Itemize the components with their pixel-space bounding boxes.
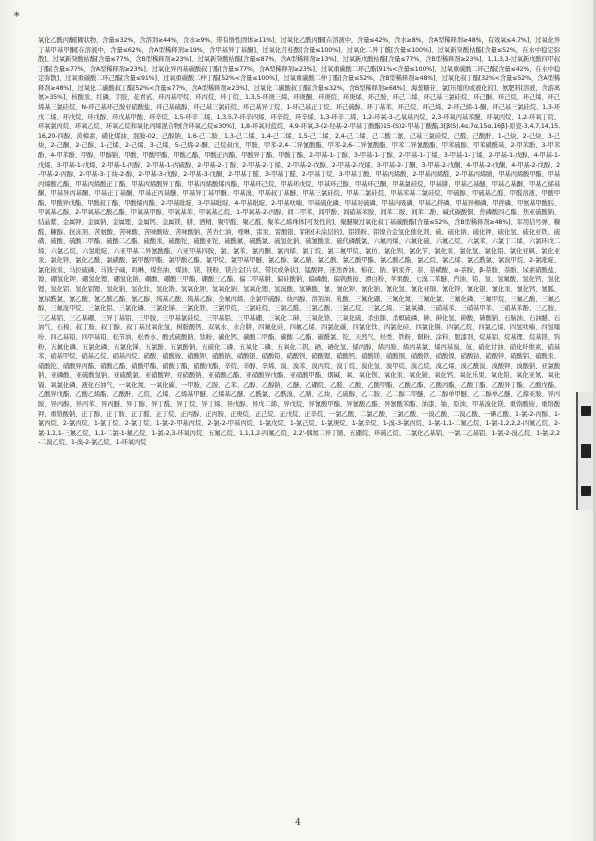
page-number: 4 bbox=[295, 818, 301, 828]
document-body-text: 氧化乙酰丙酮[糊状物，含量≤32%，含溶剂≥44%，含水≥9%，带有惰性固体≥11%]、过氧化乙酰丙酮[在溶液中，含量≤42%，含水≥8%，含A型稀释剂≥48%，有效氧≤4.7%]、过氧化异丁基甲基甲酮[在溶液中，含量≤62%，含A型稀释剂≥19%，含甲基异丁基酮]、过氧化月桂酸[含量≤100%]、过氧化二异丁酰[含量≤100%]、过氧新癸酸枯酯[含量≤52%，在水中稳定弥散]、过氧新癸酸枯酯[含量≤77%，含B型稀释剂≥23%]、过氧新癸酸枯酯[含量≤87%，含A型稀释剂≥13%]、过氧新戊酸枯酯[含量≤77%，含B型稀释剂≥23%]、1,1,3,3-过氧新戊酸四甲叔丁酯[含量≤77%，含A型稀释剂≥23%]、过氧化异丙基碳酸叔丁酯[含量≤77%，含A型稀释剂≥23%]、过氧重碳酸二环己酯[91%<含量≤100%]、过氧重碳酸二环己酯[含量≤42%，在水中稳定弥散]、过氧重碳酸二环己酯[含量≤91%]、过氧重碳酸二仲丁酯[52%<含量≤100%]、过氧重碳酸二仲丁酯[含量≤52%，含B型稀释剂≥48%]、过氧化叔丁酯[32%<含量≤52%，含A型稀释剂≥48%]、过氧化二碳酸叔丁酯[52%<含量≤77%，含A型稀释剂≥23%]、过氧化二碳酸叔丁酯[含量≤32%，含B型稀释剂≥68%]、海葱糖苷、氯[压缩的或液化的]、氨肥料[溶液，含游离氨>35%]、核酸汞、红磷、芋胶、花青甙、环丙基甲烷、环丙烷、环丁烷、1,3,5-环庚三烯、环庚酮、环庚烷、环庚烯、环己胺、环己二烯、环己基三氯硅烷、环己酮、环己烷、环己烯、环己烯基三氯硅烷、N-环己基环己胺亚硝酸盐、环己基硫醇、环己基三氯硅烷、环己基异丁烷、1-环己基正丁烷、环己硫醇、环丁基苯、环己烷、环己烯、2-环己烯-1-酮、环己基三氯硅烷、1,3-环戊二烯、环戊烷、环戊醇、环戊基甲酸、环辛烷、1,5-环辛二烯、1,3,5,7-环辛四烯、环辛烷、环辛烯、1,3-环辛二烯、1,2-环氧-3-乙氧基丙烷、2,3-环氧丙基苯醚、环氧丙烷、1,2-环氧丁烷、环氧氯丙烷、环氧乙烷、环氧乙烷和氧化丙烯混合物[含环氧乙烷≤30%]、1,8-环氧对蓝烷、4,9-环氧,3-(2-羟基-2-甲基丁酸酯)15-(S)2-甲基丁酸酯,3[β(S),4α,7α,15α,16β]-原瓷-3,4,7,14,15,16,20-四醇、黄樟素、磺化煤油、混胺-02、己醇钠、1,6-己二胺、1,3-己二烯、1,4-己二烯、1,5-己二烯、2,4-己二烯、己二酸二氰、己基三氯硅烷、己醛、己酸酐、1-己炔、2-己炔、3-己炔、2-己酮、2-己醇、1-己烯、2-己烯、3-己烯、5-己烯-2-酮、己烷叔戊、甲胺、甲苯-2,4-二异氰酸酯、甲苯-2,6-二异氰酸酯、甲苯二异氰酸酯、甲苯硫醇、甲苯磺酰基、2-甲苯酚、3-甲苯酚、4-甲苯酚、甲醇、甲醇钠、甲酸、甲酸甲酯、甲酸乙酯、甲酸正丙酯、甲酸异丁酯、甲酸丁酯、2-甲基-1-丁醇、3-甲基-1-丁醇、2-甲基-1-丁烯、3-甲基-1-丁烯、2-甲基-1-戊醇、4-甲基-1-戊烯、3-甲基-1-戊烯、2-甲基-1-丙醇、2-甲基-1-丙硫醇、2-甲基-2-丁醇、2-甲基-2-丁烯、2-甲基-2-戊醇、2-甲基-2-戊烯、3-甲基-2-丁酮、3-甲基-2-戊酮、4-甲基-2-戊酮、4-甲基-2-戊醇、2-甲基-2-丙醇、2-甲基-3-丁炔-2-醇、2-甲基-3-戊醇、2-甲基-3-戊酮、2-甲基丁醛、3-甲基丁醛、2-甲基丁烷、3-甲基丁酸、甲基丙烯酸、2-甲基丙烯醛、2-甲基丙烯腈、甲基丙烯酸甲酯、甲基丙烯酸乙酯、甲基丙烯酸正丁酯、甲基丙烯酸异丁酯、甲基丙烯酸烯丙酯、甲基环己烷、甲基环戊烷、甲基环己醇、甲基环己酮、甲基氯硅烷、甲基肼、甲基乙基醚、甲基乙基酮、甲基乙烯基酮、甲基异丙基酮、甲基正丁基酮、甲基正丙基醚、甲基异丁基甲酮、甲基溴、甲基叔丁基醚、甲基三氯硅烷、甲基二氯硅烷、甲基苯基二氯硅烷、甲硫醇、甲硫基乙醛、甲醛溶液、甲酸甲酯、甲酸异戊酯、甲酸叔丁酯、甲酸烯丙酯、2-甲基吡啶、3-甲基吡啶、4-甲基吡啶、2-甲基呋喃、甲基硫化磷、甲基对硫磷、甲基内吸磷、甲基乙拌磷、甲基异柳磷、甲拌磷、甲氨基甲酸肟、甲氧基乙醇、2-甲氧基乙酸乙酯、甲氧基甲醇、甲氧基苯、甲氧基乙烷、1-甲氧基-2-丙醇、间二甲苯、间甲酚、间硝基苯胺、间苯二胺、间苯二酚、碱式碳酸铜、焦磷酸四乙酯、焦亚硫酸钠、结晶紫、金属钾、金属钠、金属锂、金属钙、金属镁、肼、酒精、聚甲醛、聚乙醛、聚苯乙烯珠体[可发性的]、聚醚聚过氧化叔丁基碳酸酯[含量≤52%，含B型稀释剂≥48%]、军用信号弹、糠醛、糠醇、抗冻剂、苦氨酸、苦味酸、苦味酸铵、苦味酸钠、苦杏仁油、喹啉、雷汞、雷酸银、铝粉[未涂层的]、铝镁粉、铝镍合金氢化催化剂、硫、硫化钠、硫化钾、硫化氢、硫化亚铁、硫磺、硫酸、硫酸二甲酯、硫酸二乙酯、硫酸汞、硫酸铊、硫酸亚铊、硫酰氟、硫酰氯、硫氢化钠、硫氰酸汞、硫代磷酰氯、六氟丙烯、六氟化硫、六氟乙烷、六氯苯、六氯丁二烯、六氯环戊二烯、六氯乙烷、六氢吡啶、六亚甲基二异氰酸酯、六亚甲基四胺、氯、氯苯、氯丙酮、氯丙烯、氯丁烷、氯二氟甲烷、氯仿、氯化钡、氯化苄、氯化汞、氯化氢、氯化铝、氯化亚砜、氯化亚汞、氯化锌、氯化乙酰、氯磺酸、氯甲酸甲酯、氯甲酸乙酯、氯甲烷、氯甲基甲醚、氯乙醇、氯乙腈、氯乙酸、氯乙酸甲酯、氯乙酸乙酯、氯乙烷、氯乙烯、氯乙酰氯、氯溴甲烷、2-氯吡啶、氯化铵汞、马拉硫磷、马钱子碱、吗啉、煤焦油、煤油、镁、镁粉、镁合金[片状、带状或条状]、锰酸钾、迷迭香油、棉花、钠、钠汞齐、萘、萘磺酸、α-萘胺、β-萘胺、萘酚、尿素硝酸盐、镍、硼氢化钾、硼氢化锂、硼氢化钠、硼酸、硼酸三甲酯、硼酸三乙酯、偏二甲基肼、偏硅酸钠、偏磷酸、偏钒酸铵、漂白粉、苹果酸、七溴二苯醚、汽油、铅、氢、氢氟酸、氢化钙、氢化锂、氢化铝、氢化铝锂、氢化钠、氢化钛、氢化锆、氢氧化钾、氢氧化钠、氢氧化锂、氢溴酸、氢碘酸、氰、氰化钾、氰化钠、氰化氢、氰化亚铜、氰化锌、氰化银、氰化汞、氰化钙、氰胍、氰尿酰氯、氰乙酸、氰乙酸乙酯、氰乙醇、巯基乙酸、巯基乙醇、全氟丙烯、全氯甲硫醇、炔丙醇、溶剂油、乳酸、三氟化硼、三氟化氮、三氟化氯、三氟化磷、三氟甲烷、三氟乙酸、三氟乙醇、三氟溴甲烷、三氯化铝、三氯化磷、三氯化锑、三氯化铁、三氯甲烷、三氯硅烷、三氯乙醛、三氯乙酸、三氯乙烷、三氯乙烯、三氯氧磷、三硝基苯、三硝基甲苯、三硝基苯酚、三乙胺、三乙基铝、三乙基硼、三异丁基铝、三甲胺、三甲基氯硅烷、三甲基铝、三甲基硼、三氧化二砷、三氧化铬、三氧化硫、杀虫脒、杀螟硫磷、砷、砷化氢、砷酸、砷酸钠、石脑油、石油醚、石油气、石棉、叔丁胺、叔丁醇、叔丁基过氧化氢、树脂酸钙、双氧水、水合肼、四氟化硅、四氟乙烯、四氯化碳、四氯化钛、四氯化硅、四氯化锡、四氯乙烷、四氯乙烯、四氢呋喃、四氢噻吩、四乙基铅、四甲基铅、松节油、松香水、酸式硫酸钠、钛粉、碳化钙、碳酸二甲酯、碳酸二乙酯、碳酰氯、铊、天然气、烃类、铁粉、铜粉、涂料、脱漆剂、烷基铝、烷基锂、烷基镁、钨粉、五氟化磷、五氯化磷、五氯化锑、五氯酚、五氯酚钠、五硫化二磷、五氧化二磷、五氧化二钒、硒、硒化氢、烯丙醇、烯丙胺、烯丙基氯、烯丙基溴、氙、硝化甘油、硝化纤维素、硝基苯、硝基甲烷、硝基乙烷、硝基丙烷、硝酸、硝酸铵、硝酸钾、硝酸钠、硝酸银、硝酸铅、硝酸钡、硝酸锶、硝酸钙、硝酸镁、硝酸铜、硝酸铁、硝酸镍、硝酸钴、硝酸锌、硝酸铝、硝酸汞、硝酸铊、硝酸异丙酯、硝酸乙酯、硝酸甲酯、硝酸丁酯、硝酸戊酯、辛烷、辛醇、辛烯、溴、溴苯、溴丙烷、溴丁烷、溴化氢、溴甲烷、溴乙烷、溴乙烯、溴乙酰溴、溴酸钾、溴酸钠、亚氯酸钠、亚磷酸、亚硫酸氢钠、亚硫酰氯、亚硝酸钾、亚硝酸钠、亚硝酸乙酯、亚硝酸异戊酯、亚硝酸甲酯、烟碱、氧、氧化钡、氧化汞、氧化铍、氧化钙、氧化乐果、氧化铅、氧化亚氮、氧化镉、氧氯化磷、液化石油气、一氧化氮、一氧化碳、一甲胺、乙胺、乙苯、乙醇、乙醇钠、乙醚、乙硼烷、乙醛、乙酸、乙酸甲酯、乙酸乙酯、乙酸丙酯、乙酸丁酯、乙酸异丁酯、乙酸戊酯、乙酸异戊酯、乙酸乙烯酯、乙酸酐、乙烷、乙烯、乙烯基甲醚、乙烯基乙醚、乙酰氯、乙酰溴、乙腈、乙炔、乙硫醇、乙二胺、乙二醇二甲醚、乙二醇单甲醚、乙二醇单乙醚、乙撑亚胺、异丙胺、异丙醇、异丙苯、异丙醚、异丁醇、异丁醛、异丁烷、异丁烯、异戊醇、异戊二烯、异戊烷、异氰酸甲酯、异氰酸乙酯、异氰酸苯酯、油漆、铀、原油、甲基溴化镁、重铬酸铵、重铬酸钾、重铬酸钠、正丁醇、正丁胺、正丁醛、正丁烷、正丙醇、正丙胺、正庚烷、正己烷、正戊烷、正辛烷、一氯乙酸、二氯乙酸、三氯乙酸、一溴乙酸、二溴乙酸、一碘乙酸、1-氯-2-丙醇、1-氯丙烷、2-氯丙烷、1-氯丁烷、2-氯丁烷、1-氯-2-甲基丙烷、2-氯-2-甲基丙烷、1-氯戊烷、1-氯己烷、1-氯庚烷、1-氯辛烷、1-溴-3-氯丙烷、1-氯-1,1-二氟乙烷、1-氯-1,2,2,2-四氟乙烷、2-氯-1,1,1-三氟乙烷、1,1-二氯-1-氟乙烷、1-氯-2,3-环氧丙烷、五氟乙烷、1,1,1,2-四氟乙烷、2,2'-偶氮二异丁腈、五硼烷、环硫乙烷、二氯化乙基铝、一氯二乙基铝、1-氯-2-溴乙烷、1-氯-2,2-二溴乙烷、1-溴-2-氯乙烷、1-环氧丙烷 bbox=[38, 37, 560, 447]
page-edge-tab bbox=[576, 392, 594, 510]
edge-tab-mark-icon bbox=[581, 486, 591, 496]
edge-tab-mark-icon bbox=[581, 406, 591, 416]
edge-tab-mark-icon bbox=[581, 444, 591, 458]
corner-mark: * bbox=[14, 10, 20, 23]
